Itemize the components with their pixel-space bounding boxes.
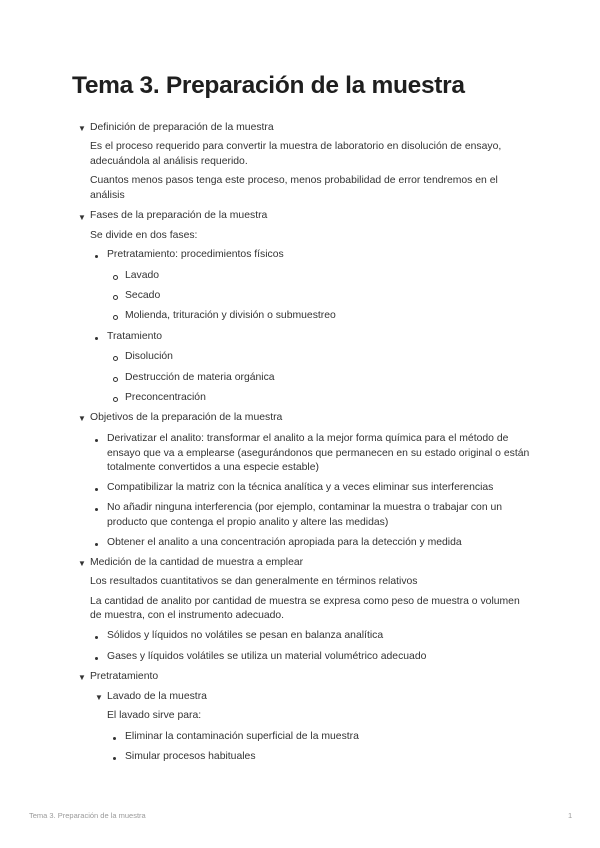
circle-bullet-icon [113, 295, 118, 300]
sub-list-item: Destrucción de materia orgánica [125, 372, 275, 383]
list-item-line: ensayo que va a emplearse (asegurándonos que permanecen en su estado original o están [107, 448, 530, 459]
sub-list-item: Preconcentración [125, 392, 206, 403]
paragraph-line: adecuándola al análisis requerido. [90, 156, 248, 167]
paragraph-line: análisis [90, 190, 125, 201]
list-item: Eliminar la contaminación superficial de la muestra [125, 731, 359, 742]
circle-bullet-icon [113, 397, 118, 402]
bullet-icon [95, 255, 98, 258]
circle-bullet-icon [113, 377, 118, 382]
bullet-icon [95, 636, 98, 639]
page-number: 1 [568, 811, 573, 820]
list-item-line: Derivatizar el analito: transformar el analito a la mejor forma química para el método de [107, 433, 509, 444]
bullet-icon [95, 337, 98, 340]
paragraph-line: Cuantos menos pasos tenga este proceso, menos probabilidad de error tendremos en el [90, 175, 498, 186]
sub-list-item: Secado [125, 290, 161, 301]
list-item: Sólidos y líquidos no volátiles se pesan en balanza analítica [107, 630, 384, 641]
paragraph-line: de muestra, con el instrumento adecuado. [90, 610, 285, 621]
circle-bullet-icon [113, 356, 118, 361]
toggle-triangle-icon[interactable]: ▼ [78, 213, 86, 222]
bullet-icon [95, 508, 98, 511]
list-item: Compatibilizar la matriz con la técnica analítica y a veces eliminar sus interferencias [107, 482, 494, 493]
paragraph-line: Los resultados cuantitativos se dan generalmente en términos relativos [90, 576, 418, 587]
bullet-icon [95, 657, 98, 660]
bullet-icon [95, 439, 98, 442]
list-item: Gases y líquidos volátiles se utiliza un material volumétrico adecuado [107, 651, 427, 662]
paragraph-line: Es el proceso requerido para convertir la muestra de laboratorio en disolución de ensayo, [90, 141, 502, 152]
circle-bullet-icon [113, 275, 118, 280]
circle-bullet-icon [113, 315, 118, 320]
list-item-line: No añadir ninguna interferencia (por ejemplo, contaminar la muestra o trabajar con un [107, 502, 503, 513]
sub-list-item: Molienda, trituración y división o submuestreo [125, 310, 336, 321]
list-item: Simular procesos habituales [125, 751, 256, 762]
paragraph-line: Se divide en dos fases: [90, 230, 198, 241]
toggle-heading-definicion[interactable]: Definición de preparación de la muestra [90, 122, 274, 133]
list-item: Obtener el analito a una concentración apropiada para la detección y medida [107, 537, 462, 548]
list-item-line: totalmente convertidos a una especie estable) [107, 462, 319, 473]
bullet-icon [113, 737, 116, 740]
sub-list-item: Lavado [125, 270, 160, 281]
toggle-heading-fases[interactable]: Fases de la preparación de la muestra [90, 210, 268, 221]
toggle-triangle-icon[interactable]: ▼ [95, 693, 103, 702]
toggle-heading-pretratamiento[interactable]: Pretratamiento [90, 671, 159, 682]
bullet-icon [95, 488, 98, 491]
toggle-triangle-icon[interactable]: ▼ [78, 414, 86, 423]
toggle-heading-medicion[interactable]: Medición de la cantidad de muestra a emplear [90, 557, 304, 568]
toggle-triangle-icon[interactable]: ▼ [78, 124, 86, 133]
bullet-icon [95, 543, 98, 546]
toggle-triangle-icon[interactable]: ▼ [78, 559, 86, 568]
bullet-icon [113, 757, 116, 760]
sub-list-item: Disolución [125, 351, 173, 362]
list-item: Pretratamiento: procedimientos físicos [107, 249, 284, 260]
page-title: Tema 3. Preparación de la muestra [72, 72, 465, 99]
paragraph-line: El lavado sirve para: [107, 710, 202, 721]
toggle-heading-lavado[interactable]: Lavado de la muestra [107, 691, 207, 702]
footer-title: Tema 3. Preparación de la muestra [29, 811, 146, 820]
list-item: Tratamiento [107, 331, 163, 342]
toggle-heading-objetivos[interactable]: Objetivos de la preparación de la muestra [90, 412, 283, 423]
list-item-line: producto que contenga el propio analito y altere las medidas) [107, 517, 389, 528]
paragraph-line: La cantidad de analito por cantidad de muestra se expresa como peso de muestra o volumen [90, 596, 520, 607]
toggle-triangle-icon[interactable]: ▼ [78, 673, 86, 682]
